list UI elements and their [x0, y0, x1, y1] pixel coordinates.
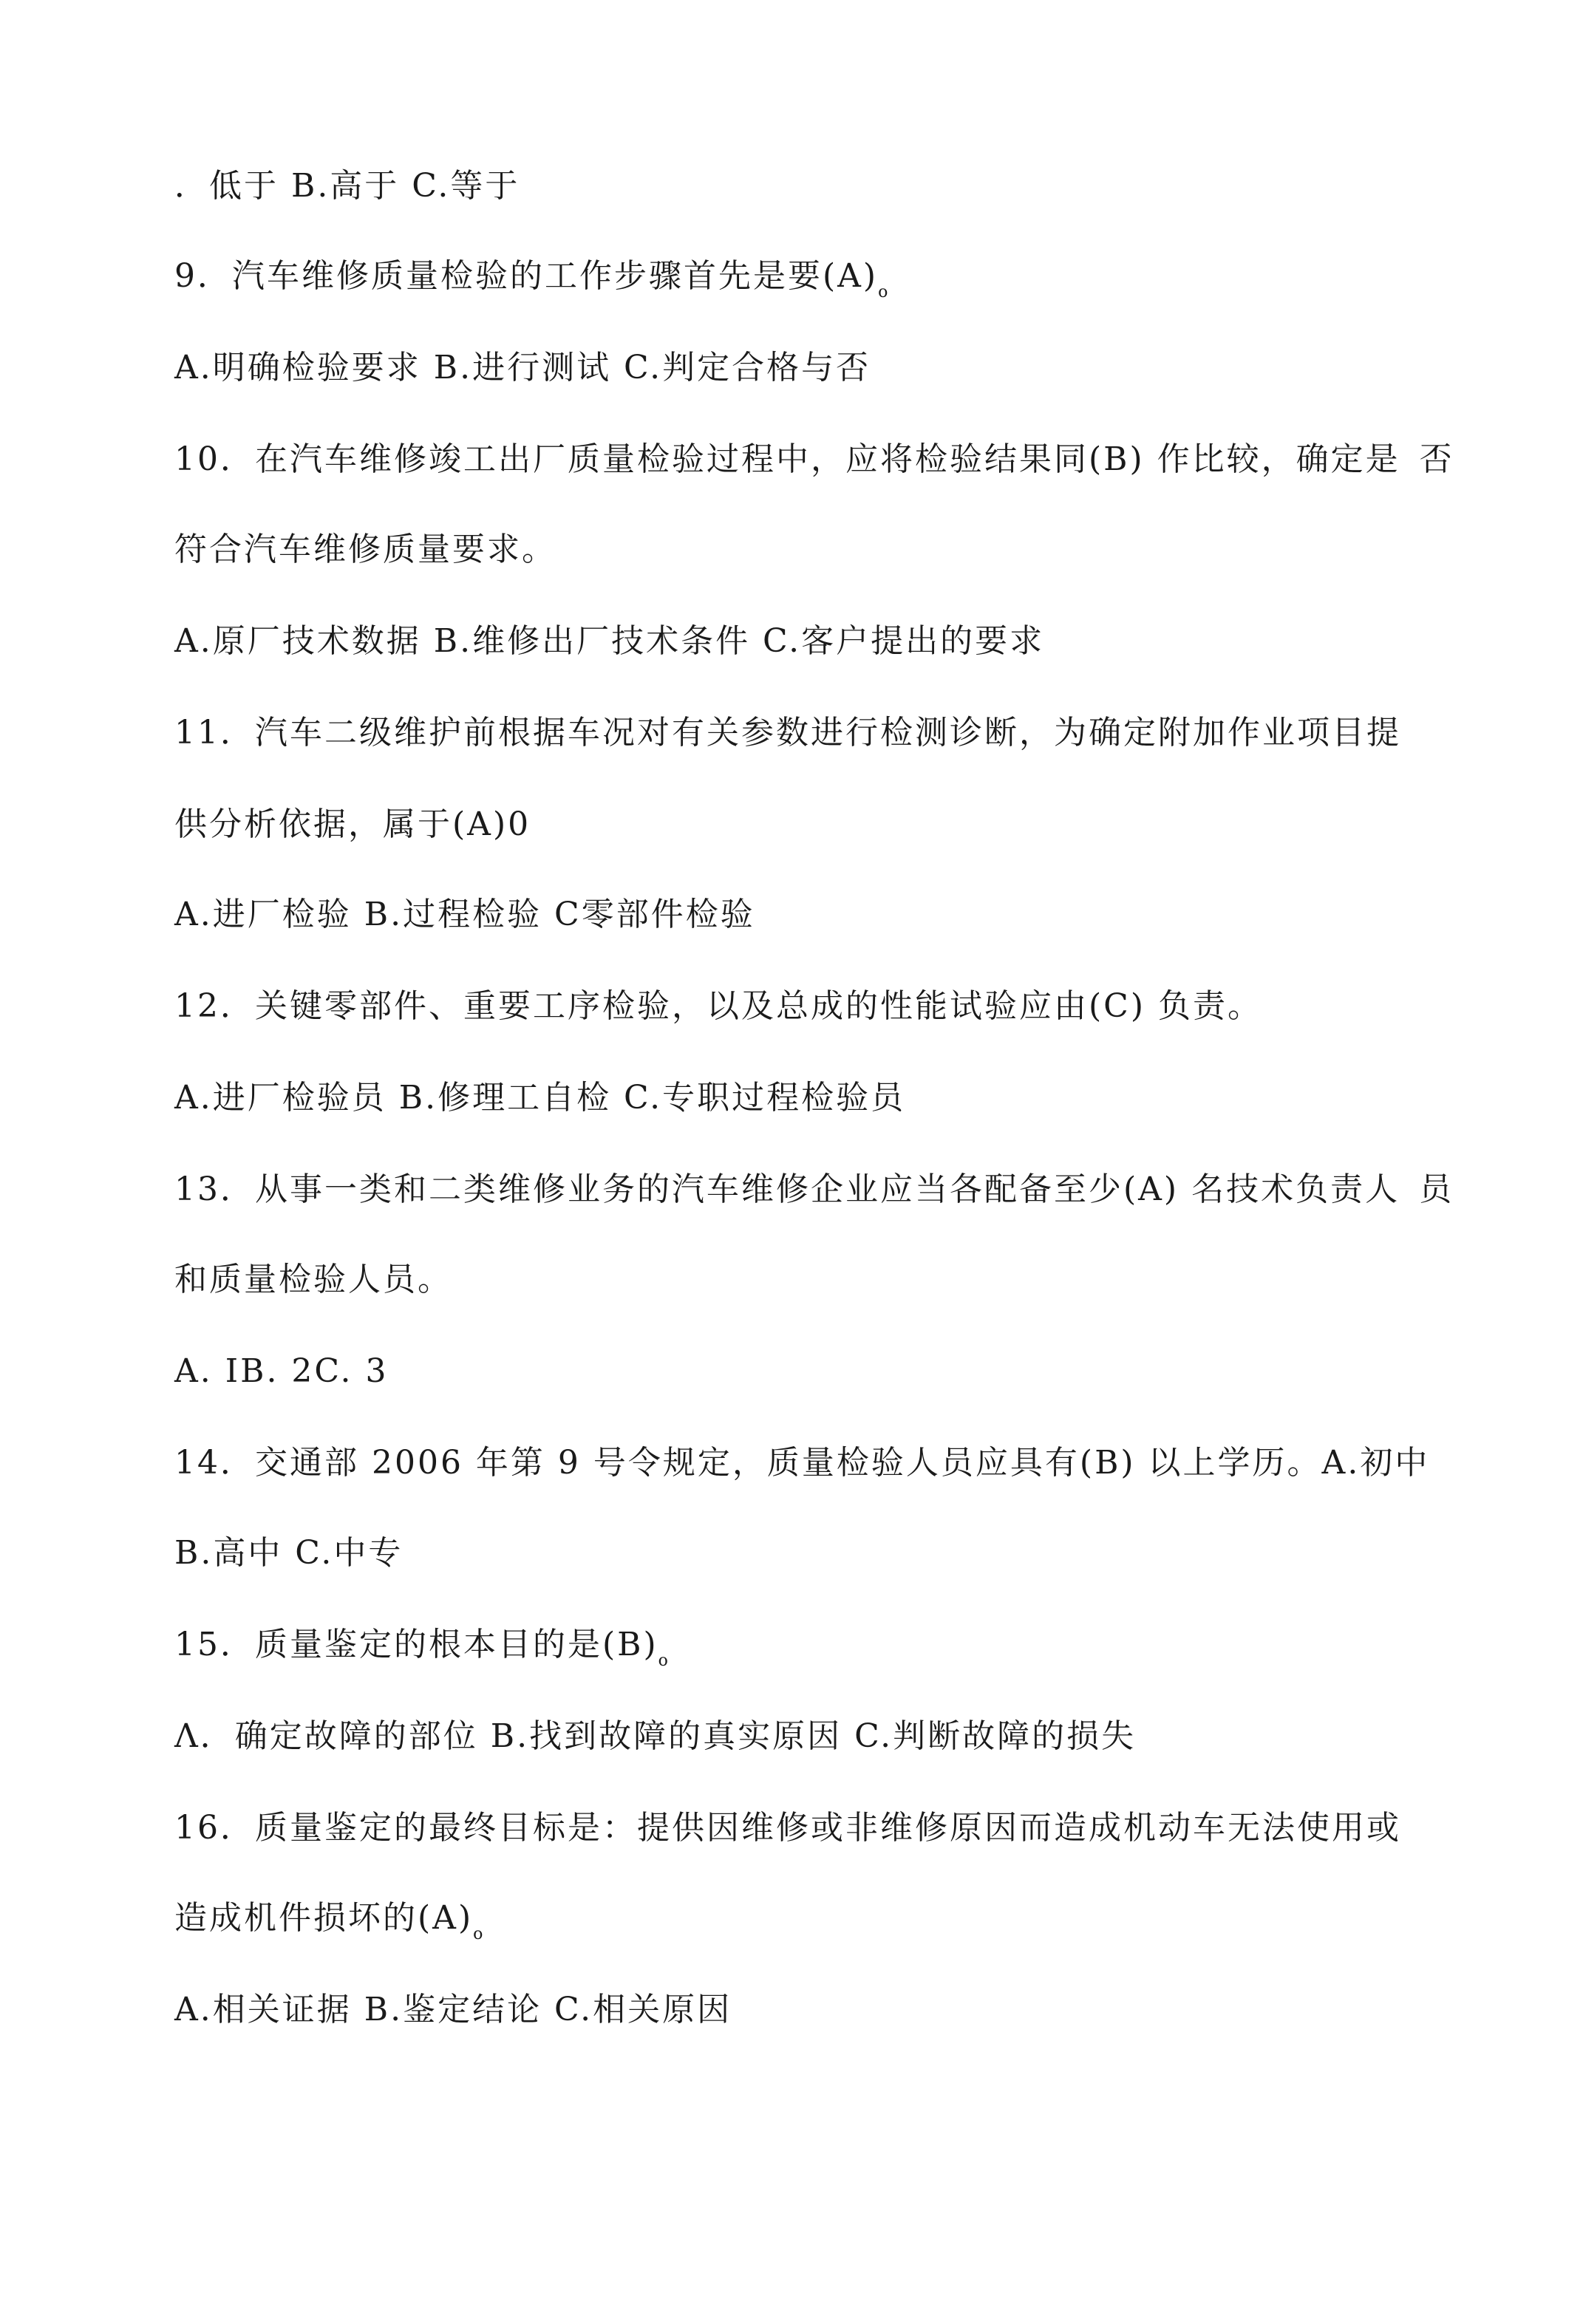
line-text: 13．从事一类和二类维修业务的汽车维修企业应当各配备至少(A) 名技术负责人 [174, 1170, 1400, 1208]
question-9 [174, 254, 888, 315]
line-text: 和质量检验人员。 [174, 1261, 452, 1298]
question-10-line-1 [174, 437, 1454, 482]
question-16-line-1 [174, 1806, 1401, 1850]
line-text: 11．汽车二级维护前根据车况对有关参数进行检测诊断，为确定附加作业项目提 [174, 714, 1401, 752]
question-10-line-2 [174, 528, 556, 572]
line-text: 10．在汽车维修竣工出厂质量检验过程中，应将检验结果同(B) 作比较，确定是 [174, 440, 1400, 478]
line-suffix: o [878, 283, 888, 301]
question-13-line-1 [174, 1168, 1454, 1212]
answer-options-11 [174, 893, 755, 937]
answer-options-10 [174, 619, 1044, 664]
answer-options-13 [174, 1349, 389, 1394]
line-text: A.原厂技术数据 B.维修出厂技术条件 C.客户提出的要求 [174, 622, 1045, 660]
line-text: A. IB. 2C. 3 [174, 1352, 389, 1390]
line-text: A.相关证据 B.鉴定结论 C.相关原因 [174, 1991, 732, 2028]
question-16-line-2 [174, 1896, 483, 1957]
line-text: 12．关键零部件、重要工序检验，以及总成的性能试验应由(C) 负责。 [174, 987, 1262, 1025]
line-text: A.明确检验要求 B.进行测试 C.判定合格与否 [174, 349, 871, 386]
line-text: B.高中 C.中专 [174, 1534, 404, 1572]
line-text: A.进厂检验员 B.修理工自检 C.专职过程检验员 [174, 1079, 906, 1117]
question-14-line-2 [174, 1531, 403, 1575]
line-suffix: o [473, 1925, 483, 1943]
line-text: 15．质量鉴定的根本目的是(B) [174, 1626, 658, 1663]
answer-options-15 [174, 1714, 1136, 1759]
question-15 [174, 1623, 668, 1683]
answer-options-16 [174, 1988, 732, 2032]
answer-options-9 [174, 346, 871, 390]
line-text: 16．质量鉴定的最终目标是：提供因维修或非维修原因而造成机动车无法使用或 [174, 1809, 1401, 1847]
line-suffix: o [658, 1652, 668, 1670]
line-text: 14．交通部 2006 年第 9 号令规定，质量检验人员应具有(B) 以上学历。A.初中 [174, 1444, 1430, 1482]
question-13-line-2 [174, 1258, 452, 1302]
line-text: 供分析依据，属于(A)0 [174, 805, 531, 843]
line-tail: 员 [1419, 1170, 1454, 1208]
question-14-line-1 [174, 1441, 1429, 1485]
line-text: 9．汽车维修质量检验的工作步骤首先是要(A) [174, 257, 879, 295]
answer-options-8 [174, 164, 520, 208]
line-tail: 否 [1419, 440, 1454, 478]
line-text: Λ．确定故障的部位 B.找到故障的真实原因 C.判断故障的损失 [174, 1717, 1137, 1755]
question-12 [174, 984, 1262, 1029]
line-text: ．低于 B.高于 C.等于 [174, 167, 520, 205]
question-11-line-1 [174, 711, 1401, 755]
line-text: A.进厂检验 B.过程检验 C零部件检验 [174, 896, 755, 933]
answer-options-12 [174, 1076, 905, 1120]
question-11-line-2 [174, 803, 531, 847]
line-text: 符合汽车维修质量要求。 [174, 531, 556, 568]
line-text: 造成机件损坏的(A) [174, 1899, 474, 1937]
